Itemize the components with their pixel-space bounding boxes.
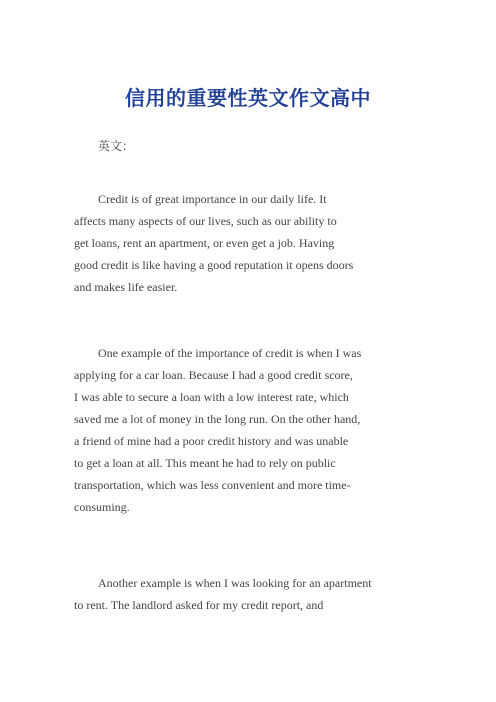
paragraph-1 xyxy=(74,188,424,298)
section-label: 英文： xyxy=(98,139,135,153)
paragraph-line: affects many aspects of our lives, such as our ability to xyxy=(74,214,337,228)
paragraph-line: I was able to secure a loan with a low interest rate, which xyxy=(74,390,349,404)
document-title: 信用的重要性英文作文高中 xyxy=(125,86,371,110)
paragraph-line: get loans, rent an apartment, or even get a job. Having xyxy=(74,236,335,250)
paragraph-3 xyxy=(74,572,424,616)
paragraph-line: consuming. xyxy=(74,500,130,514)
paragraph-line: Another example is when I was looking for an apartment xyxy=(98,576,372,590)
paragraph-line: to get a loan at all. This meant he had to rely on public xyxy=(74,456,336,470)
paragraph-line: One example of the importance of credit is when I was xyxy=(98,346,362,360)
paragraph-line: a friend of mine had a poor credit history and was unable xyxy=(74,434,349,448)
paragraph-2 xyxy=(74,342,424,518)
paragraph-line: Credit is of great importance in our daily life. It xyxy=(98,192,327,206)
paragraph-line: and makes life easier. xyxy=(74,280,178,294)
paragraph-line: applying for a car loan. Because I had a good credit score, xyxy=(74,368,353,382)
paragraph-line: good credit is like having a good reputation it opens doors xyxy=(74,258,354,272)
paragraph-line: saved me a lot of money in the long run. On the other hand, xyxy=(74,412,361,426)
paragraph-line: transportation, which was less convenient and more time- xyxy=(74,478,351,492)
paragraph-line: to rent. The landlord asked for my credit report, and xyxy=(74,598,324,612)
